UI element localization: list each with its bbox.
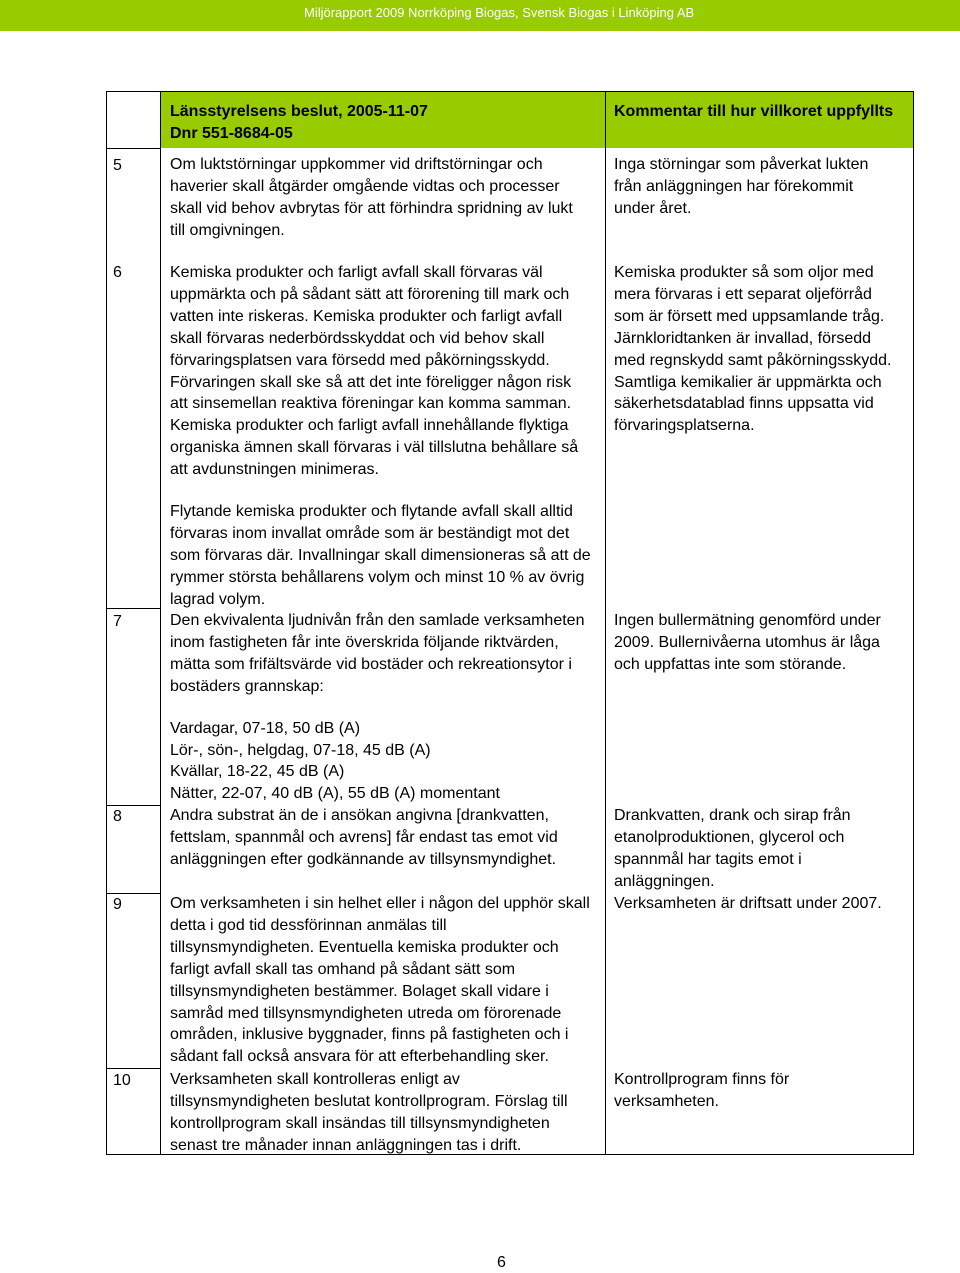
text-line: samråd med tillsynsmyndigheten utreda om förorenade bbox=[170, 1004, 562, 1022]
text-line: från anläggningen har förekommit bbox=[614, 177, 854, 195]
paragraph bbox=[170, 893, 605, 1068]
paragraph bbox=[170, 1069, 605, 1157]
table-row bbox=[107, 893, 913, 1068]
text-line: mätta som frifältsvärde vid bostäder och rekreationsytor i bbox=[170, 655, 572, 673]
text-line: senast tre månader innan anläggningen tas i drift. bbox=[170, 1136, 522, 1154]
text-line: Ingen bullermätning genomförd under bbox=[614, 612, 881, 629]
paragraph bbox=[170, 262, 605, 481]
text-line: att sinsemellan reaktiva föreningar kan komma samman. bbox=[170, 395, 572, 413]
text-line: bostäders grannskap: bbox=[170, 677, 324, 695]
text-line: till omgivningen. bbox=[170, 221, 285, 239]
text-line: Lör-, sön-, helgdag, 07-18, 45 dB (A) bbox=[170, 741, 431, 759]
table-row bbox=[107, 1068, 913, 1154]
text-line: sådant fall också ansvara för att efterbehandling sker. bbox=[170, 1048, 549, 1066]
text-line: anläggningen. bbox=[614, 872, 715, 890]
text-line: att avdunstningen minimeras. bbox=[170, 461, 379, 479]
text-line: som förvaras där. Invallningar skall dimensioneras så att de bbox=[170, 546, 591, 564]
paragraph bbox=[614, 805, 913, 893]
text-line: Kvällar, 18-22, 45 dB (A) bbox=[170, 763, 345, 781]
table-header-row bbox=[107, 92, 913, 148]
comment-text bbox=[605, 608, 913, 805]
condition-text bbox=[160, 608, 605, 805]
text-line: Den ekvivalenta ljudnivån från den samlade verksamheten bbox=[170, 612, 585, 629]
condition-number: 5 bbox=[107, 148, 160, 255]
text-line: tillsynsmyndigheten bestämmer. Bolaget skall vidare i bbox=[170, 982, 549, 1000]
text-line: som är försett med uppsamlande tråg. bbox=[614, 307, 885, 325]
text-line: lagrad volym. bbox=[170, 590, 266, 608]
text-line: Verksamheten skall kontrolleras enligt av bbox=[170, 1071, 460, 1088]
text-line: detta i god tid dessförinnan anmälas till bbox=[170, 916, 447, 934]
text-line: skall vid behov avbrytas för att förhindra spridning av lukt bbox=[170, 199, 573, 217]
comment-text bbox=[605, 255, 913, 608]
condition-text bbox=[160, 893, 605, 1068]
condition-number: 8 bbox=[107, 805, 160, 893]
text-line: Kontrollprogram finns för bbox=[614, 1071, 790, 1088]
text-line: Verksamheten är driftsatt under 2007. bbox=[614, 895, 882, 912]
header-number-cell bbox=[107, 92, 160, 148]
text-line: spannmål har tagits emot i bbox=[614, 850, 802, 868]
text-line: fettslam, spannmål och avrens] får endast tas emot vid bbox=[170, 828, 558, 846]
text-line: Kemiska produkter och farligt avfall innehållande flyktiga bbox=[170, 417, 569, 435]
text-line: tillsynsmyndigheten beslutat kontrollprogram. Förslag till bbox=[170, 1092, 568, 1110]
text-line: under året. bbox=[614, 199, 692, 217]
text-line: haverier skall åtgärder omgående vidtas och processer bbox=[170, 177, 560, 195]
table-row bbox=[107, 805, 913, 893]
text-line: Om luktstörningar uppkommer vid driftstörningar och bbox=[170, 156, 543, 173]
paragraph bbox=[614, 154, 913, 220]
paragraph bbox=[170, 610, 605, 698]
comment-text bbox=[605, 893, 913, 1068]
paragraph bbox=[614, 262, 913, 437]
text-line: Järnkloridtanken är invallad, försedd bbox=[614, 329, 872, 347]
document-header-title: Miljörapport 2009 Norrköping Biogas, Svensk Biogas i Linköping AB bbox=[304, 5, 695, 20]
text-line: förvaringsplatserna. bbox=[614, 417, 755, 435]
text-line: förvaringsplatsen vara försedd med påkörningsskydd. bbox=[170, 351, 550, 369]
text-line: säkerhetsdatablad finns uppsatta vid bbox=[614, 395, 874, 413]
paragraph bbox=[170, 154, 605, 242]
text-line: Nätter, 22-07, 40 dB (A), 55 dB (A) momentant bbox=[170, 785, 500, 803]
table-row bbox=[107, 148, 913, 255]
comment-text bbox=[605, 148, 913, 255]
text-line: skall förvaras nederbördsskyddat och vid behov skall bbox=[170, 329, 545, 347]
paragraph bbox=[614, 893, 913, 915]
text-line: Andra substrat än de i ansökan angivna [drankvatten, bbox=[170, 807, 549, 824]
paragraph bbox=[170, 805, 605, 871]
text-line: Kemiska produkter så som oljor med bbox=[614, 264, 874, 281]
condition-number: 6 bbox=[113, 264, 122, 281]
text-line: farligt avfall skall tas omhand på sådant sätt som bbox=[170, 960, 516, 978]
header-decision-cell bbox=[160, 92, 605, 148]
condition-text bbox=[160, 1068, 605, 1154]
paragraph bbox=[170, 718, 605, 806]
text-line: 2009. Bullernivåerna utomhus är låga bbox=[614, 633, 880, 651]
text-line: tillsynsmyndigheten. Eventuella kemiska produkter och bbox=[170, 938, 559, 956]
text-line: vatten inte riskeras. Kemiska produkter och farligt avfall bbox=[170, 307, 563, 325]
comment-text bbox=[605, 1068, 913, 1154]
text-line: kontrollprogram skall insändas till tillsynsmyndigheten bbox=[170, 1114, 550, 1132]
comment-title: Kommentar till hur villkoret uppfyllts bbox=[614, 103, 894, 120]
text-line: Om verksamheten i sin helhet eller i någon del upphör skall bbox=[170, 895, 590, 912]
text-line: Flytande kemiska produkter och flytande avfall skall alltid bbox=[170, 503, 573, 521]
header-comment-cell bbox=[605, 92, 913, 148]
text-line: Drankvatten, drank och sirap från bbox=[614, 807, 851, 824]
condition-text bbox=[160, 148, 605, 255]
text-line: rymmer största behållarens volym och minst 10 % av övrig bbox=[170, 568, 585, 586]
comment-text bbox=[605, 805, 913, 893]
conditions-table bbox=[106, 91, 914, 1155]
text-line: verksamheten. bbox=[614, 1092, 719, 1110]
paragraph bbox=[614, 610, 913, 676]
paragraph bbox=[170, 501, 605, 611]
page-number: 6 bbox=[497, 1254, 506, 1271]
decision-reference: Dnr 551-8684-05 bbox=[170, 124, 293, 142]
text-line: Inga störningar som påverkat lukten bbox=[614, 156, 869, 173]
text-line: förvaras inom invallat område som är beständigt mot det bbox=[170, 524, 570, 542]
condition-text bbox=[160, 805, 605, 893]
text-line: Samtliga kemikalier är uppmärkta och bbox=[614, 373, 882, 391]
table-row bbox=[107, 608, 913, 805]
text-line: uppmärkta och på sådant sätt att förorening till mark och bbox=[170, 285, 570, 303]
table-row bbox=[107, 255, 913, 608]
text-line: etanolproduktionen, glycerol och bbox=[614, 828, 845, 846]
text-line: mera förvaras i ett separat oljeförråd bbox=[614, 285, 872, 303]
text-line: Förvaringen skall ske så att det inte föreligger någon risk bbox=[170, 373, 572, 391]
text-line: områden, inklusive byggnader, finns på fastigheten och i bbox=[170, 1026, 569, 1044]
condition-text bbox=[160, 255, 605, 608]
condition-number: 9 bbox=[107, 893, 160, 1068]
condition-number: 10 bbox=[107, 1068, 160, 1154]
paragraph bbox=[614, 1069, 913, 1113]
text-line: anläggningen efter godkännande av tillsynsmyndighet. bbox=[170, 850, 557, 868]
decision-title: Länsstyrelsens beslut, 2005-11-07 bbox=[170, 103, 428, 120]
text-line: med regnskydd samt påkörningsskydd. bbox=[614, 351, 892, 369]
text-line: Kemiska produkter och farligt avfall skall förvaras väl bbox=[170, 264, 543, 281]
condition-number: 7 bbox=[107, 608, 160, 805]
text-line: Vardagar, 07-18, 50 dB (A) bbox=[170, 719, 361, 737]
text-line: inom fastigheten får inte överskrida följande riktvärden, bbox=[170, 633, 559, 651]
text-line: organiska ämnen skall förvaras i väl tillslutna behållare så bbox=[170, 439, 579, 457]
text-line: och uppfattas inte som störande. bbox=[614, 655, 847, 673]
document-header-bar bbox=[0, 0, 960, 31]
